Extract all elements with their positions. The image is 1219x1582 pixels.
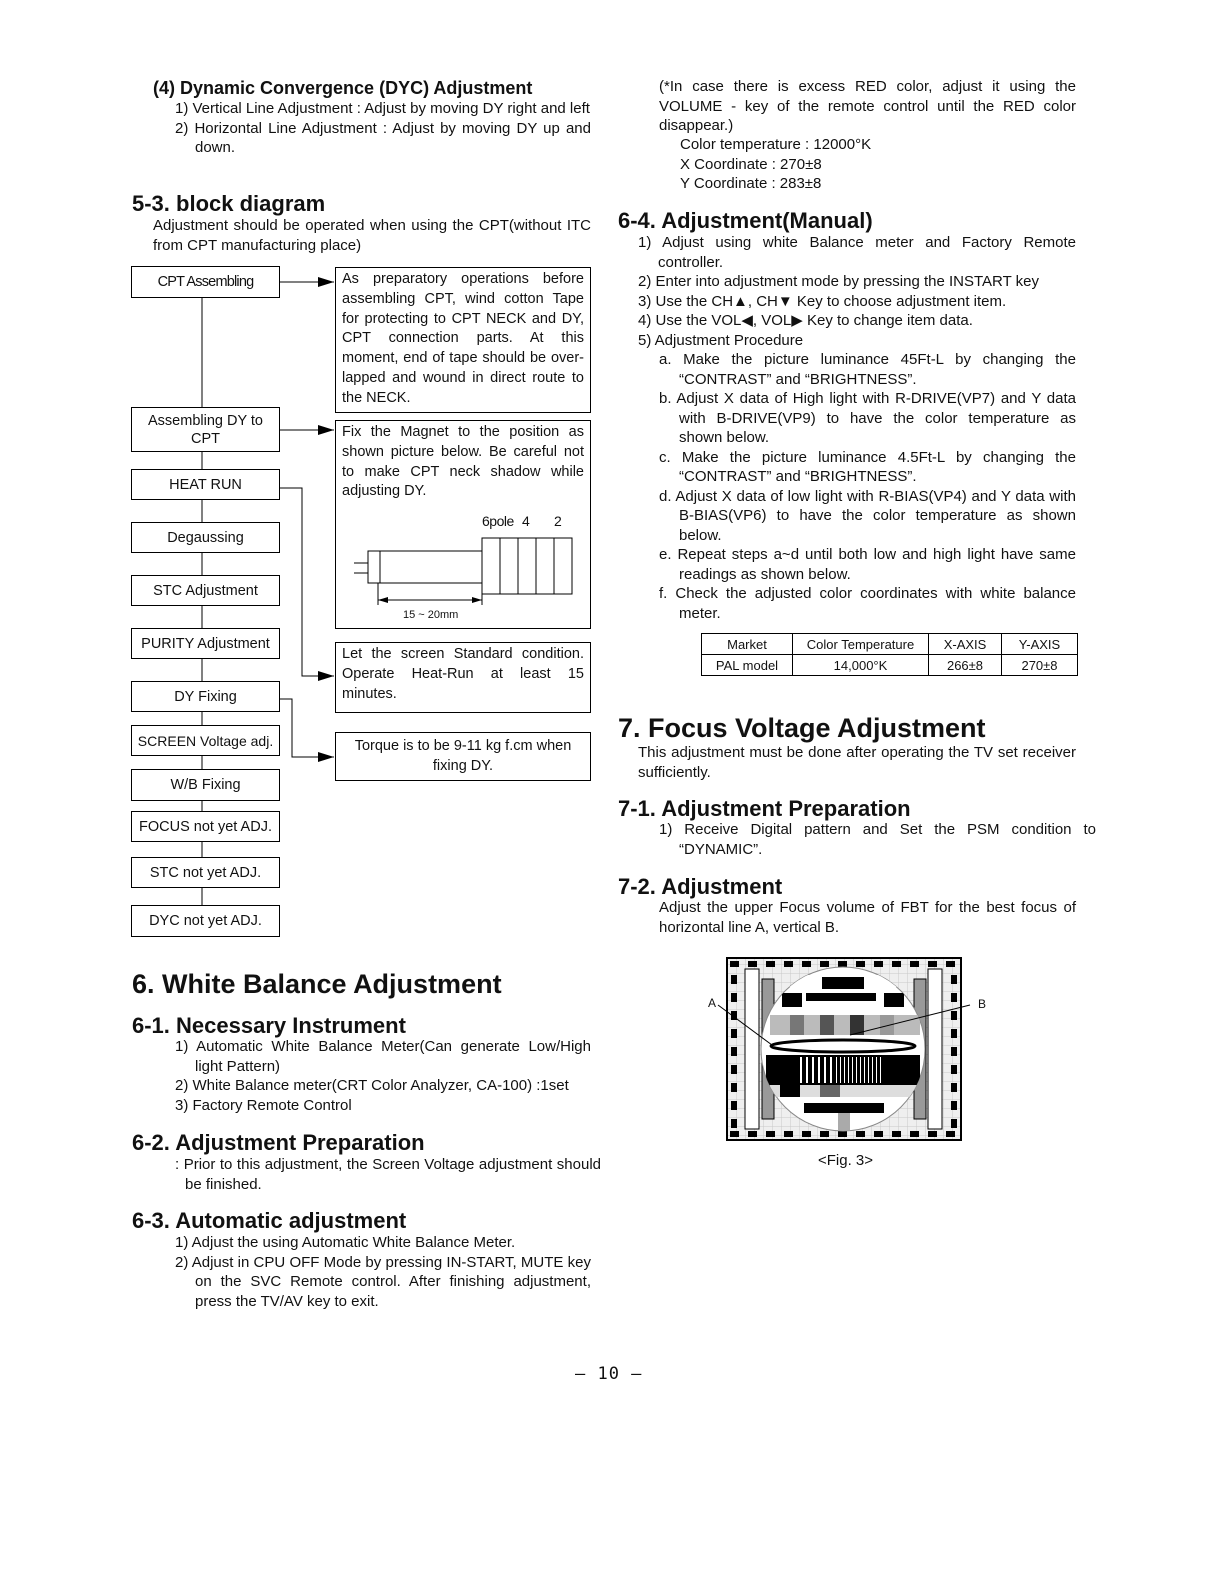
flow-step-heat-run: HEAT RUN <box>131 469 280 500</box>
magnet-position-drawing <box>340 533 585 613</box>
manual-item-2: 2) Enter into adjustment mode by pressing the INSTART key <box>638 273 1040 290</box>
procedure-step-c: c. Make the picture luminance 4.5Ft-L by changing the “CONTRAST” and “BRIGHTNESS”. <box>659 448 1076 485</box>
table-cell: 14,000°K <box>793 655 929 676</box>
table-header: Y-AXIS <box>1002 634 1078 655</box>
instrument-item-2: 2) White Balance meter(CRT Color Analyzer, CA-100) :1set <box>175 1077 569 1094</box>
fig-caption: <Fig. 3> <box>818 1152 874 1169</box>
test-pattern-figure <box>700 955 1000 1150</box>
instrument-heading: 6-1. Necessary Instrument <box>132 1013 406 1038</box>
y-coordinate: Y Coordinate : 283±8 <box>680 175 822 192</box>
flow-step-focus: FOCUS not yet ADJ. <box>131 811 280 842</box>
instrument-list <box>175 1037 591 1115</box>
magnet-label-2: 2 <box>554 513 562 529</box>
table-cell: 270±8 <box>1002 655 1078 676</box>
focus-voltage-heading: 7. Focus Voltage Adjustment <box>618 713 986 743</box>
wb-prep-heading: 6-2. Adjustment Preparation <box>132 1130 425 1155</box>
procedure-step-d: d. Adjust X data of low light with R-BIAS(VP4) and Y data with B-BIAS(VP6) to have the color temperature as shown below. <box>659 487 1076 544</box>
dyc-item-1: 1) Vertical Line Adjustment : Adjust by moving DY right and left <box>175 100 590 117</box>
procedure-step-b: b. Adjust X data of High light with R-DRIVE(VP7) and Y data with B-DRIVE(VP9) to have the color temperature as shown below. <box>659 390 1076 446</box>
manual-heading: 6-4. Adjustment(Manual) <box>618 208 873 233</box>
flow-step-stc-adjustment: STC Adjustment <box>131 575 280 606</box>
dyc-item-2: 2) Horizontal Line Adjustment : Adjust by moving DY up and down. <box>175 119 591 156</box>
manual-item-3: 3) Use the CH▲, CH▼ Key to choose adjustment item. <box>638 292 1007 310</box>
color-temperature: Color temperature : 12000°K <box>680 136 872 153</box>
auto-adjust-heading: 6-3. Automatic adjustment <box>132 1208 407 1233</box>
flow-step-purity: PURITY Adjustment <box>131 628 280 659</box>
block-diagram-heading: 5-3. block diagram <box>132 191 326 216</box>
table-row <box>702 655 1078 676</box>
white-balance-heading: 6. White Balance Adjustment <box>132 969 502 999</box>
focus-prep-text: 1) Receive Digital pattern and Set the PSM condition to “DYNAMIC”. <box>659 821 1096 858</box>
focus-adjust-heading: 7-2. Adjustment <box>618 874 783 899</box>
flow-step-degaussing: Degaussing <box>131 522 280 553</box>
manual-item-5: 5) Adjustment Procedure <box>638 331 804 349</box>
table-header-row <box>702 634 1078 655</box>
red-color-note: (*In case there is excess RED color, adjust it using the VOLUME - key of the remote control until the RED color disappear.) <box>659 78 1076 134</box>
instrument-item-3: 3) Factory Remote Control <box>175 1096 352 1114</box>
flow-note-magnet-text: Fix the Magnet to the position as shown picture below. Be careful not to make CPT neck shadow while adjusting DY. <box>342 424 584 500</box>
magnet-label-6pole: 6pole <box>482 513 514 529</box>
focus-adjust-text: Adjust the upper Focus volume of FBT for the best focus of horizontal line A, vertical B. <box>659 899 1076 936</box>
table-cell: 266±8 <box>929 655 1002 676</box>
focus-voltage-intro: This adjustment must be done after operating the TV set receiver sufficiently. <box>638 744 1076 781</box>
wb-prep-text: : Prior to this adjustment, the Screen Voltage adjustment should be finished. <box>175 1156 601 1193</box>
auto-adjust-item-1: 1) Adjust the using Automatic White Balance Meter. <box>175 1234 516 1251</box>
flow-step-stc-not-adj: STC not yet ADJ. <box>131 857 280 888</box>
procedure-step-f: f. Check the adjusted color coordinates with white balance meter. <box>659 585 1076 622</box>
auto-adjust-item-2: 2) Adjust in CPU OFF Mode by pressing IN-START, MUTE key on the SVC Remote control. After finishing adjustment, press the TV/AV key to exit. <box>175 1253 591 1310</box>
manual-list <box>638 233 1076 623</box>
procedure-step-e: e. Repeat steps a~d until both low and high light have same readings as shown below. <box>659 546 1076 583</box>
white-balance-table <box>701 633 1078 676</box>
fig-label-a: A <box>708 996 717 1010</box>
magnet-dimension: 15 ~ 20mm <box>403 609 459 621</box>
page-number: – 10 – <box>575 1364 643 1384</box>
flow-step-dyc-not-adj: DYC not yet ADJ. <box>131 905 280 937</box>
flow-step-wb-fixing: W/B Fixing <box>131 769 280 801</box>
table-header: Color Temperature <box>793 634 929 655</box>
flow-note-preparatory: As preparatory operations before assembling CPT, wind cotton Tape for protecting to CPT NECK and DY, CPT connection parts. At this moment, end of tape should be over-lapped and wound in direct route to the NECK. <box>335 267 591 413</box>
x-coordinate: X Coordinate : 270±8 <box>680 156 822 173</box>
magnet-label-4: 4 <box>522 513 530 529</box>
table-header: X-AXIS <box>929 634 1002 655</box>
instrument-item-1: 1) Automatic White Balance Meter(Can generate Low/High light Pattern) <box>175 1038 591 1075</box>
dyc-heading: (4) Dynamic Convergence (DYC) Adjustment <box>153 78 533 98</box>
flow-note-heat-run: Let the screen Standard condition. Operate Heat-Run at least 15 minutes. <box>335 642 591 713</box>
flow-step-assembling-dy: Assembling DY to CPT <box>131 407 280 452</box>
auto-adjust-list <box>175 1233 591 1311</box>
fig-label-b: B <box>978 997 987 1011</box>
manual-item-1: 1) Adjust using white Balance meter and Factory Remote controller. <box>638 234 1076 271</box>
flow-step-screen-voltage: SCREEN Voltage adj. <box>131 725 280 756</box>
table-cell: PAL model <box>702 655 793 676</box>
focus-prep-heading: 7-1. Adjustment Preparation <box>618 796 911 821</box>
flow-step-dy-fixing: DY Fixing <box>131 681 280 712</box>
procedure-step-a: a. Make the picture luminance 45Ft-L by changing the “CONTRAST” and “BRIGHTNESS”. <box>659 351 1076 388</box>
manual-item-4: 4) Use the VOL◀, VOL▶ Key to change item data. <box>638 312 973 329</box>
block-diagram-intro: Adjustment should be operated when using the CPT(without ITC from CPT manufacturing place) <box>153 217 591 254</box>
flow-step-cpt-assembling: CPT Assembling <box>131 266 280 298</box>
table-header: Market <box>702 634 793 655</box>
flow-note-torque: Torque is to be 9-11 kg f.cm when fixing DY. <box>335 732 591 781</box>
